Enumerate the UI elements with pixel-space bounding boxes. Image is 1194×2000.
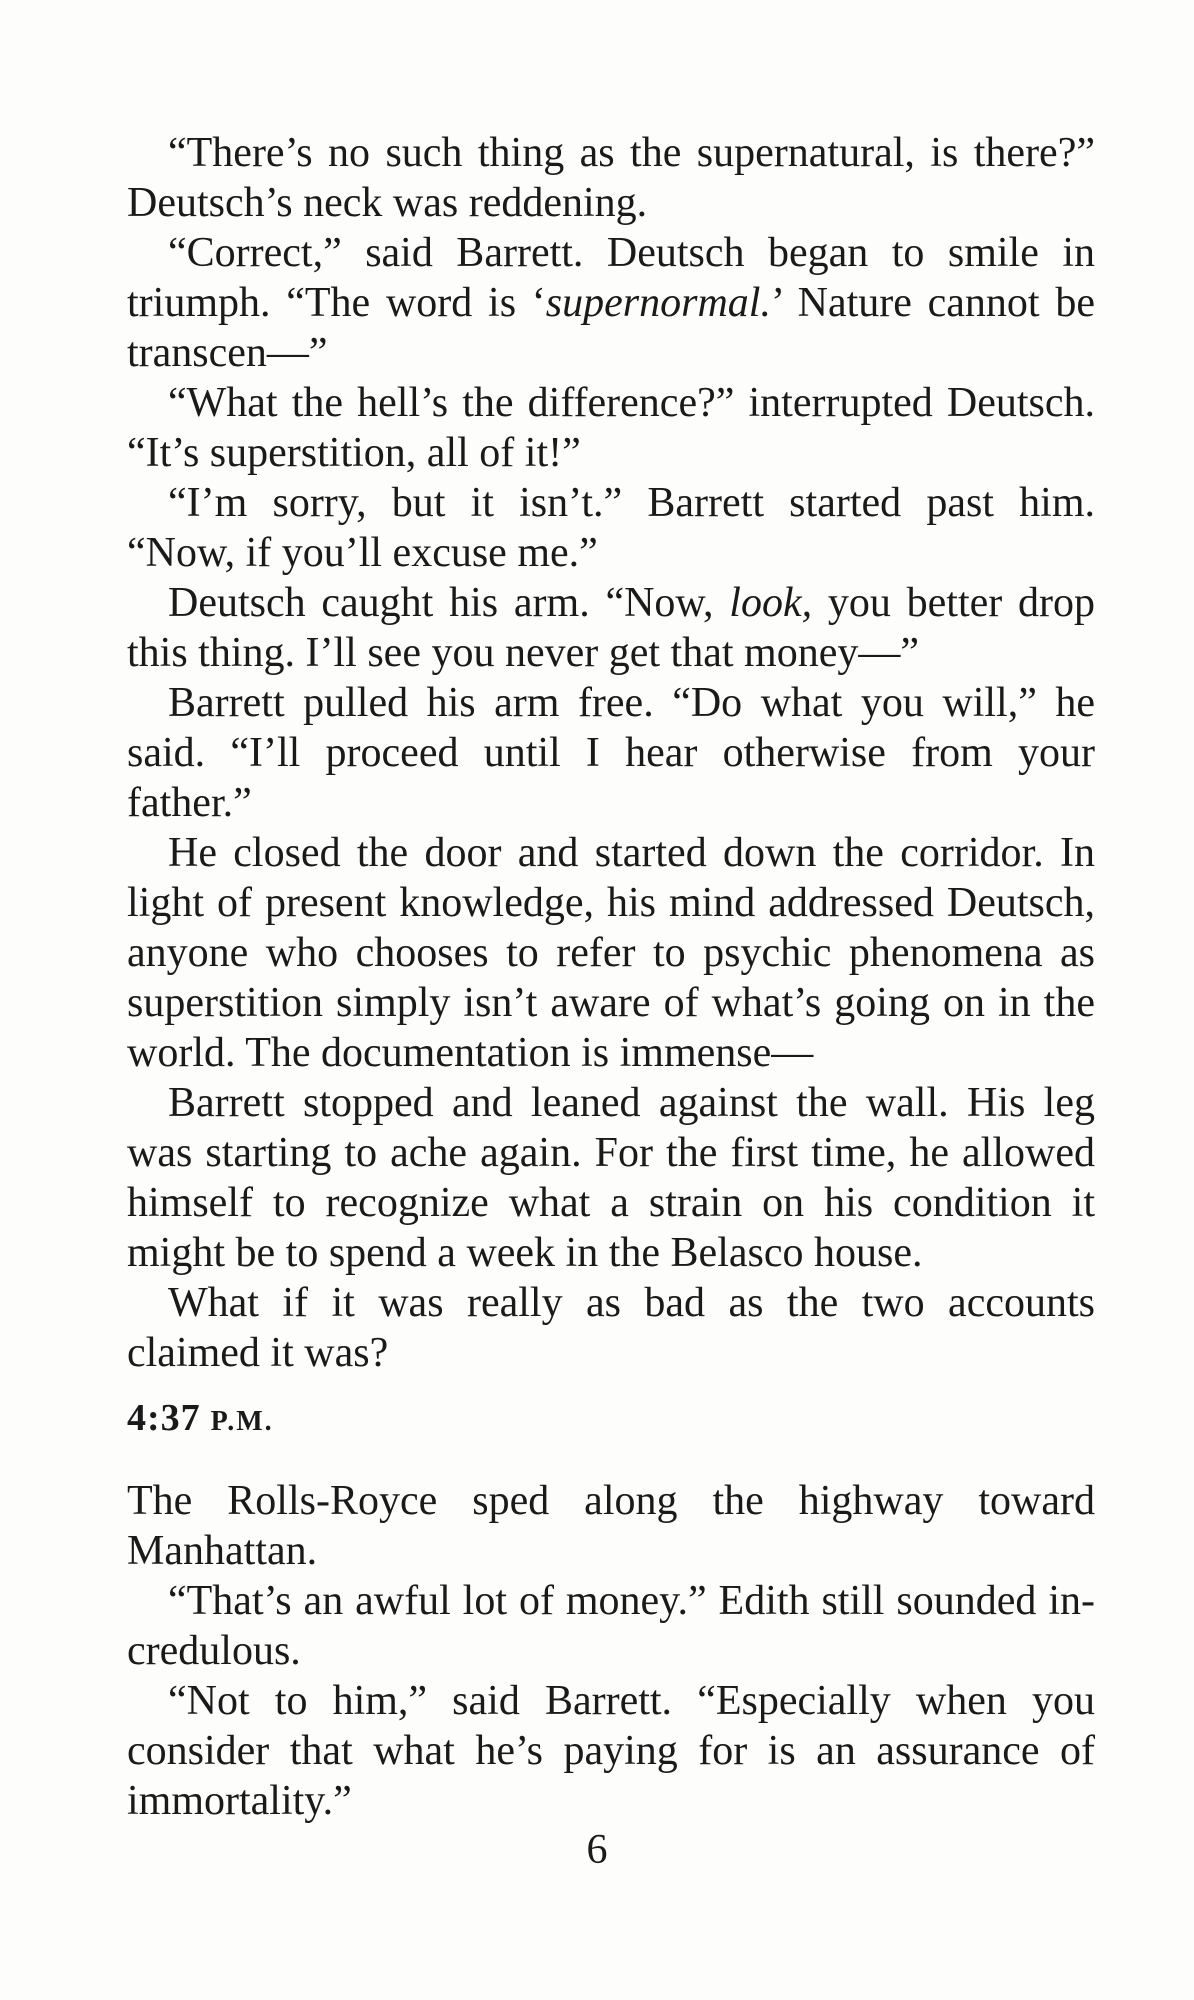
section-time: 4:37 — [127, 1397, 201, 1439]
paragraph-2: “Correct,” said Barrett. Deutsch began to smile in triumph. “The word is ‘supernormal.’ Nature cannot be transcen—” — [127, 230, 1096, 376]
paragraph-6: Barrett pulled his arm free. “Do what you will,” he said. “I’ll proceed until I hear otherwise from your father.” — [127, 680, 1095, 826]
paragraph-3: “What the hell’s the difference?” interrupted Deutsch. “It’s superstition, all of it!” — [127, 380, 1095, 476]
top-body-text — [127, 128, 1095, 1378]
paragraph-11: “That’s an awful lot of money.” Edith still sounded incredulous. — [127, 1578, 1095, 1674]
page-number: 6 — [586, 1827, 608, 1873]
paragraph-7: He closed the door and started down the corridor. In light of present knowledge, his mind addressed Deutsch, anyone who chooses to refer to psychic phenomena as superstition simply isn’t aware of what’s going on in the world. The documentation is immense— — [127, 830, 1095, 1076]
paragraph-5: Deutsch caught his arm. “Now, look, you better drop this thing. I’ll see you never get that money—” — [127, 580, 1095, 676]
section-time-heading — [127, 1393, 274, 1447]
bottom-body-text — [127, 1476, 1095, 1826]
italic-supernormal: supernormal. — [545, 280, 771, 326]
paragraph-9: What if it was really as bad as the two accounts claimed it was? — [127, 1280, 1095, 1376]
paragraph-12: “Not to him,” said Barrett. “Especially when you consider that what he’s paying for is an assurance of immortality.” — [127, 1678, 1095, 1824]
section-period: P.M. — [210, 1406, 274, 1437]
paragraph-8: Barrett stopped and leaned against the wall. His leg was starting to ache again. For the first time, he allowed himself to recognize what a strain on his condition it might be to spend a week in the Belasco house. — [127, 1080, 1095, 1276]
paragraph-1: “There’s no such thing as the supernatural, is there?” Deutsch’s neck was reddening. — [127, 130, 1095, 226]
italic-look: look, — [729, 580, 813, 626]
paragraph-4: “I’m sorry, but it isn’t.” Barrett started past him. “Now, if you’ll excuse me.” — [127, 480, 1095, 576]
paragraph-10: The Rolls-Royce sped along the highway toward Manhattan. — [127, 1478, 1095, 1574]
